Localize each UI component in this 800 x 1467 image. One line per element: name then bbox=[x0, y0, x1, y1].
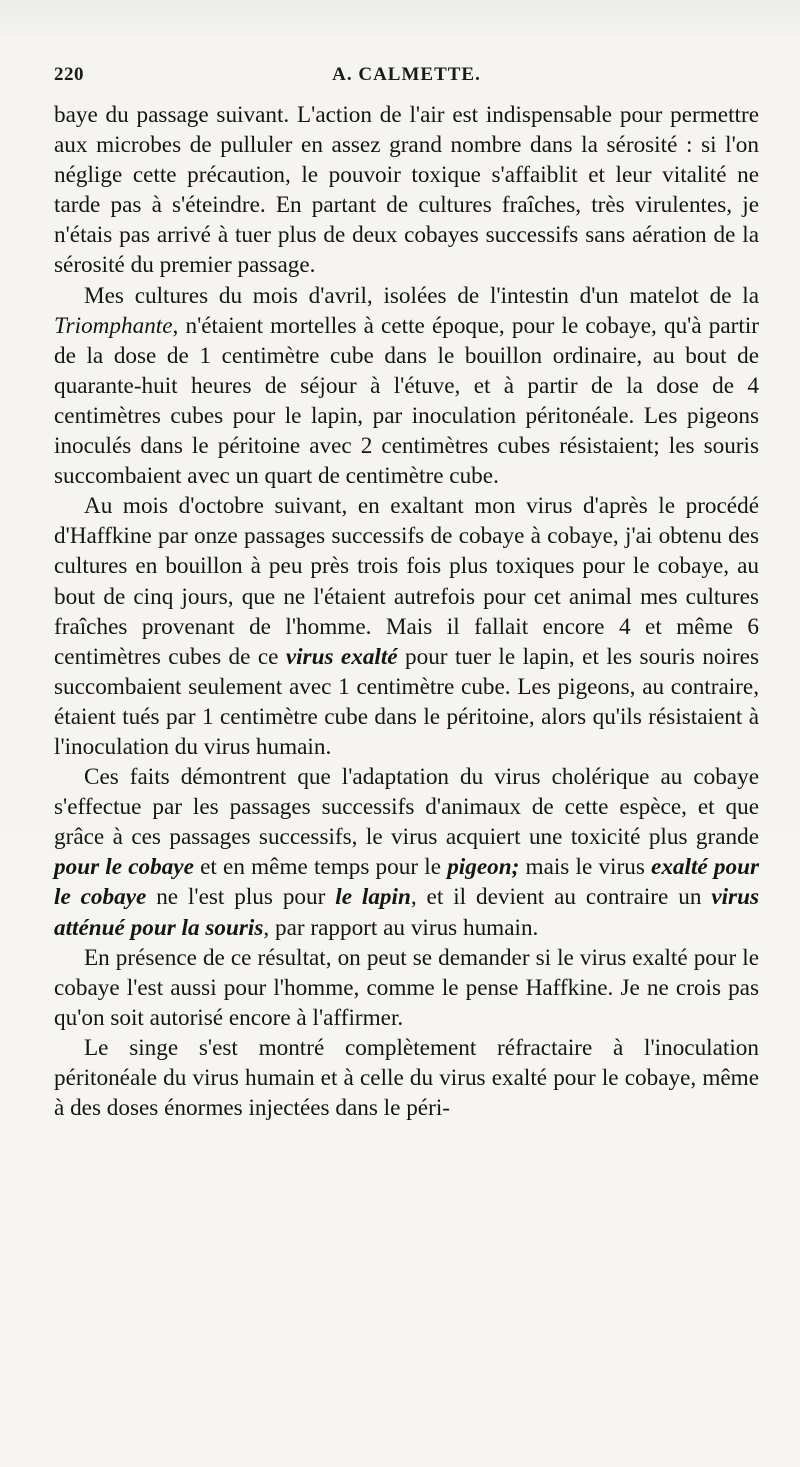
emphasized-text: Triomphante bbox=[54, 312, 173, 339]
paragraph bbox=[54, 491, 759, 762]
page-header bbox=[54, 64, 759, 92]
emphasized-text: virus atténué pour la souris bbox=[54, 884, 760, 941]
paragraph-text: , par rapport au virus humain. bbox=[263, 914, 539, 941]
emphasized-text: pigeon; bbox=[447, 854, 520, 881]
paragraph-text: , n'étaient mortelles à cette époque, pour le cobaye, qu'à partir de la dose de 1 centimètre cube dans le bouillon ordinaire, au bout de quarante-huit heures de séjour à l'étuve, et à partir de la dose de 4 centimètres cubes pour le lapin, par inoculation péritonéale. Les pigeons inoculés dans le péritoine avec 2 centimètres cubes résistaient; les souris succombaient avec un quart de centimètre cube. bbox=[54, 312, 759, 490]
emphasized-text: virus exalté bbox=[285, 643, 398, 670]
paragraph-text: , et il devient au contraire un bbox=[410, 884, 712, 911]
emphasized-text: exalté pour le cobaye bbox=[54, 854, 760, 911]
paragraph-text: En présence de ce résultat, on peut se demander si le virus exalté pour le cobaye l'est aussi pour l'homme, comme le pense Haffkine. Je ne crois pas qu'on soit autorisé encore à l'affirmer. bbox=[54, 944, 759, 1031]
paragraph-text: Au mois d'octobre suivant, en exaltant mon virus d'après le procédé d'Haffkine par onze passages successifs de cobaye à cobaye, j'ai obtenu des cultures en bouillon à peu près trois fois plus toxiques pour le cobaye, au bout de cinq jours, que ne l'étaient autrefois pour cet animal mes cultures fraîches provenant de l'homme. Mais il fallait encore 4 et même 6 centimètres cubes de ce bbox=[54, 493, 759, 670]
paragraph-text: pour tuer le lapin, et les souris noires succombaient seulement avec 1 centimètre cube. Les pigeons, au contraire, étaient tués par 1 centimètre cube dans le péritoine, alors qu'ils résistaient à l'inoculation du virus humain. bbox=[54, 643, 759, 760]
paragraph bbox=[54, 1033, 759, 1123]
paragraph-text: Mes cultures du mois d'avril, isolées de l'intestin d'un matelot de la bbox=[84, 282, 759, 309]
paragraph-text: et en même temps pour le bbox=[193, 854, 448, 881]
paragraph-text: Le singe s'est montré complètement réfractaire à l'inoculation péritonéale du virus humain et à celle du virus exalté pour le cobaye, même à des doses énormes injectées dans le péri- bbox=[54, 1034, 759, 1122]
paragraph bbox=[54, 100, 759, 281]
emphasized-text: pour le cobaye bbox=[54, 854, 194, 881]
paragraph bbox=[54, 281, 759, 492]
paragraph-text: Ces faits démontrent que l'adaptation du virus cholérique au cobaye s'effectue par les passages successifs d'animaux de cette espèce, et que grâce à ces passages successifs, le virus acquiert une toxicité plus grande bbox=[54, 764, 759, 851]
paragraph-text: baye du passage suivant. L'action de l'air est indispensable pour permettre aux microbes de pulluler en assez grand nombre dans la sérosité : si l'on néglige cette précaution, le pouvoir toxique s'affaiblit et leur vitalité ne tarde pas à s'éteindre. En partant de cultures fraîches, très virulentes, je n'étais pas arrivé à tuer plus de deux cobayes successifs sans aération de la sérosité du premier passage. bbox=[54, 102, 759, 279]
body-text bbox=[54, 100, 759, 1123]
page-number: 220 bbox=[54, 64, 84, 85]
paragraph bbox=[54, 762, 759, 943]
paragraph-text: ne l'est plus pour bbox=[146, 884, 336, 911]
paragraph bbox=[54, 943, 759, 1033]
running-head: A. CALMETTE. bbox=[332, 64, 481, 85]
emphasized-text: le lapin bbox=[335, 884, 411, 911]
paragraph-text: mais le virus bbox=[519, 854, 652, 881]
